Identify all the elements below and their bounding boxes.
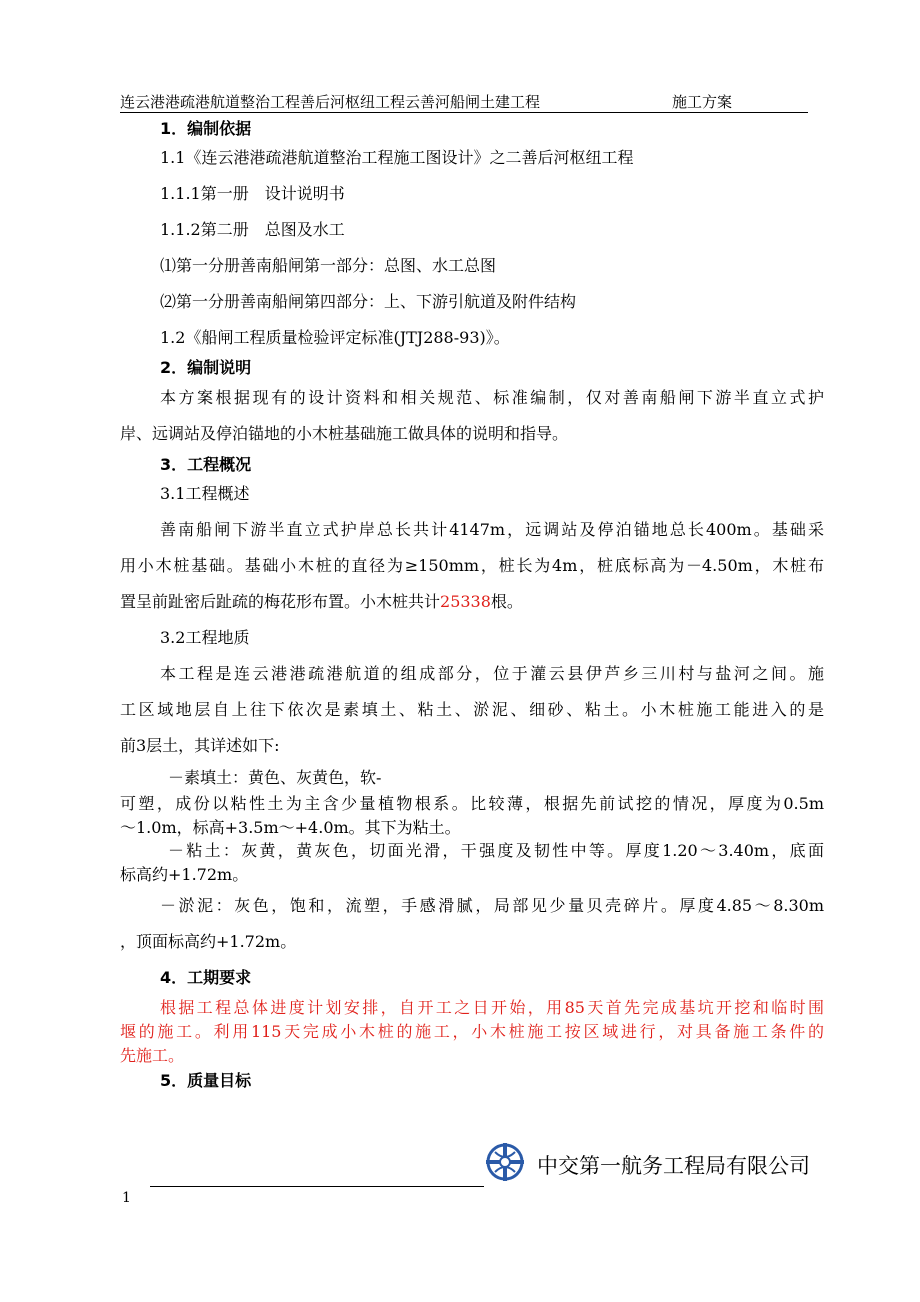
basis-item-1-1-1: 1.1.1第一册 设计说明书 bbox=[160, 184, 345, 203]
soil-clay-line-2: 标高约+1.72m。 bbox=[120, 865, 249, 884]
overview-line-3 bbox=[120, 589, 523, 612]
schedule-line-3: 先施工。 bbox=[120, 1046, 185, 1065]
schedule-line-2: 堰的施工。利用115天完成小木桩的施工，小木桩施工按区域进行，对具备施工条件的 bbox=[120, 1022, 824, 1041]
soil-silt-line-1: －淤泥：灰色，饱和，流塑，手感滑腻，局部见少量贝壳碎片。厚度4.85～8.30m bbox=[160, 896, 824, 915]
overview-line-2: 用小木桩基础。基础小木桩的直径为≥150mm，桩长为4m，桩底标高为－4.50m，木桩布 bbox=[120, 556, 824, 575]
subsection-3-1-heading: 3.1工程概述 bbox=[160, 484, 250, 503]
basis-item-1: 1.1《连云港港疏港航道整治工程施工图设计》之二善后河枢纽工程 bbox=[160, 148, 634, 167]
geology-line-3: 前3层土，其详述如下: bbox=[120, 736, 280, 755]
soil-clay-line-1: －粘土：灰黄，黄灰色，切面光滑，干强度及韧性中等。厚度1.20～3.40m，底面 bbox=[168, 841, 824, 860]
section-3-heading: 3．工程概况 bbox=[160, 455, 252, 474]
geology-line-2: 工区域地层自上往下依次是素填土、粘土、淤泥、细砂、粘土。小木桩施工能进入的是 bbox=[120, 700, 824, 719]
overview-line-1: 善南船闸下游半直立式护岸总长共计4147m，远调站及停泊锚地总长400m。基础采 bbox=[160, 520, 824, 539]
pile-count: 25338 bbox=[440, 592, 491, 611]
footer-rule bbox=[150, 1186, 484, 1187]
soil-fill-line-2: 可塑，成份以粘性土为主含少量植物根系。比较薄，根据先前试挖的情况，厚度为0.5m bbox=[120, 794, 824, 813]
subsection-3-2-heading: 3.2工程地质 bbox=[160, 628, 250, 647]
overview-line-3-suffix: 根。 bbox=[490, 592, 523, 611]
company-name: 中交第一航务工程局有限公司 bbox=[537, 1154, 810, 1178]
page-number: 1 bbox=[122, 1190, 131, 1206]
basis-subitem-1: ⑴第一分册善南船闸第一部分：总图、水工总图 bbox=[160, 256, 497, 275]
explanation-line-1: 本方案根据现有的设计资料和相关规范、标准编制，仅对善南船闸下游半直立式护 bbox=[160, 388, 824, 407]
geology-line-1: 本工程是连云港港疏港航道的组成部分，位于灌云县伊芦乡三川村与盐河之间。施 bbox=[160, 664, 824, 683]
basis-item-1-2: 1.2《船闸工程质量检验评定标准(JTJ288-93)》。 bbox=[160, 328, 510, 347]
soil-fill-line-3: ～1.0m，标高+3.5m～+4.0m。其下为粘土。 bbox=[120, 818, 461, 837]
overview-line-3-text: 置呈前趾密后趾疏的梅花形布置。小木桩共计 bbox=[120, 592, 441, 611]
section-5-heading: 5．质量目标 bbox=[160, 1071, 252, 1090]
section-2-heading: 2．编制说明 bbox=[160, 358, 252, 377]
soil-fill-line-1: －素填土：黄色、灰黄色，软- bbox=[168, 768, 382, 787]
basis-item-1-1-2: 1.1.2第二册 总图及水工 bbox=[160, 220, 345, 239]
schedule-line-1: 根据工程总体进度计划安排，自开工之日开始，用85天首先完成基坑开挖和临时围 bbox=[160, 998, 824, 1017]
header-rule bbox=[120, 112, 808, 113]
header-project-title: 连云港港疏港航道整治工程善后河枢纽工程云善河船闸土建工程 bbox=[120, 93, 541, 111]
header-doc-type: 施工方案 bbox=[672, 93, 733, 111]
section-1-heading: 1．编制依据 bbox=[160, 119, 252, 138]
explanation-line-2: 岸、远调站及停泊锚地的小木桩基础施工做具体的说明和指导。 bbox=[120, 424, 569, 443]
basis-subitem-2: ⑵第一分册善南船闸第四部分：上、下游引航道及附件结构 bbox=[160, 292, 577, 311]
section-4-heading: 4．工期要求 bbox=[160, 968, 252, 987]
company-logo-icon bbox=[484, 1141, 526, 1183]
soil-silt-line-2: ，顶面标高约+1.72m。 bbox=[120, 932, 297, 951]
